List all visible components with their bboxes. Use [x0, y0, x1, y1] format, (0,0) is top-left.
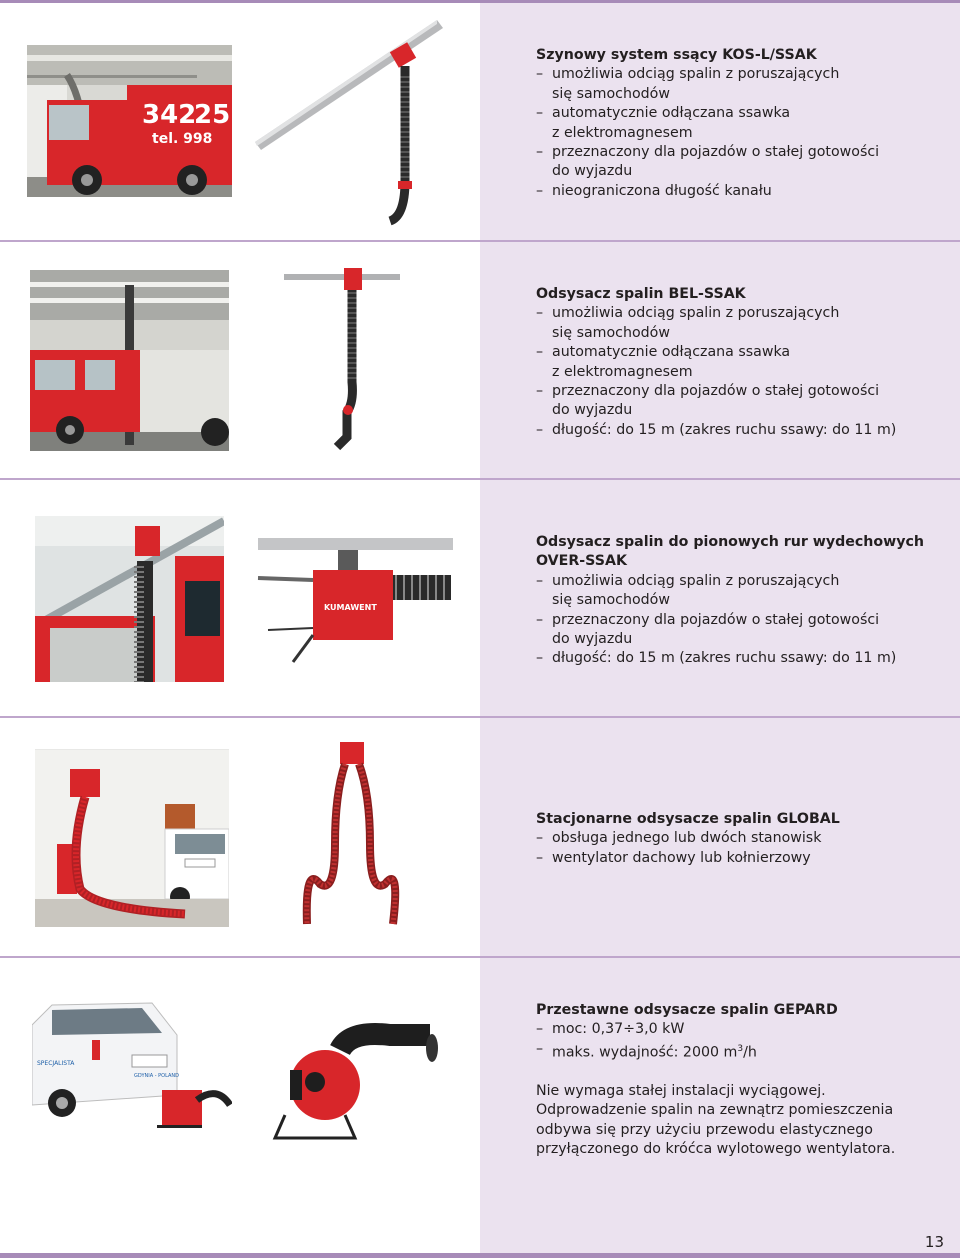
global-hose-product-photo	[295, 734, 405, 934]
feature-list	[536, 1020, 936, 1063]
feature-item: – przeznaczony dla pojazdów o stałej gotowości do wyjazdu	[536, 143, 936, 182]
section-over-text	[536, 533, 936, 669]
workshop-global-photo	[35, 749, 229, 927]
section-title: Przestawne odsysacze spalin GEPARD	[536, 1002, 838, 1018]
section-title: Odsysacz spalin do pionowych rur wydechowych OVER-SSAK	[536, 534, 925, 570]
section-divider	[0, 478, 960, 480]
feature-list	[536, 829, 936, 868]
section-title: Szynowy system ssący KOS-L/SSAK	[536, 47, 817, 63]
feature-list	[536, 572, 936, 669]
section-global-text	[536, 810, 936, 868]
bel-ssak-product-photo	[282, 262, 402, 457]
fire-truck-rail-photo	[27, 45, 232, 197]
feature-item: – umożliwia odciąg spalin z poruszających się samochodów	[536, 572, 936, 611]
page-number: 13	[924, 1233, 944, 1251]
section-title: Odsysacz spalin BEL-SSAK	[536, 286, 746, 302]
feature-item: – maks. wydajność: 2000 $m^3/h$	[536, 1040, 936, 1063]
fire-truck-over-photo	[35, 516, 224, 682]
truck-number-suffix: 25	[194, 100, 231, 130]
feature-item: – umożliwia odciąg spalin z poruszających się samochodów	[536, 304, 936, 343]
kumawent-logo-text: KUMAWENT	[324, 603, 377, 612]
feature-list	[536, 65, 936, 201]
description-paragraph: Nie wymaga stałej instalacji wyciągowej. Odprowadzenie spalin na zewnątrz pomieszczenia odbywa się przy użyciu przewodu elastycznego przyłączonego do króćca wylotowego wentylatora.	[536, 1082, 896, 1158]
feature-item: – nieograniczona długość kanału	[536, 182, 936, 201]
section-kos-text	[536, 46, 936, 201]
section-gepard-text	[536, 1001, 936, 1160]
feature-list	[536, 304, 936, 440]
feature-item: – automatycznie odłączana ssawka z elektromagnesem	[536, 104, 936, 143]
feature-item: – przeznaczony dla pojazdów o stałej gotowości do wyjazdu	[536, 611, 936, 650]
feature-item: – automatycznie odłączana ssawka z elektromagnesem	[536, 343, 936, 382]
section-title: Stacjonarne odsysacze spalin GLOBAL	[536, 811, 840, 827]
feature-item: – umożliwia odciąg spalin z poruszających się samochodów	[536, 65, 936, 104]
feature-item: – moc: 0,37÷3,0 kW	[536, 1020, 936, 1039]
bottom-accent-line	[0, 1253, 960, 1258]
section-divider	[0, 716, 960, 718]
feature-item: – wentylator dachowy lub kołnierzowy	[536, 849, 936, 868]
rail-exhaust-product-photo	[255, 16, 445, 226]
feature-item: – długość: do 15 m (zakres ruchu ssawy: do 11 m)	[536, 421, 936, 440]
feature-item: – przeznaczony dla pojazdów o stałej gotowości do wyjazdu	[536, 382, 936, 421]
section-divider	[0, 240, 960, 242]
feature-item: – obsługa jednego lub dwóch stanowisk	[536, 829, 936, 848]
section-bel-text	[536, 285, 936, 440]
over-ssak-product-photo	[248, 530, 453, 670]
section-divider	[0, 956, 960, 958]
car-city-text: GDYNIA - POLAND	[134, 1073, 179, 1079]
car-side-text: SPECJALISTA	[37, 1060, 75, 1067]
truck-phone-text: tel. 998	[152, 131, 213, 147]
feature-item: – długość: do 15 m (zakres ruchu ssawy: do 11 m)	[536, 649, 936, 668]
gepard-fan-product-photo	[270, 1020, 440, 1145]
car-gepard-photo	[32, 985, 232, 1143]
fire-truck-bel-photo	[30, 270, 229, 451]
truck-number-text: 342	[142, 100, 197, 130]
